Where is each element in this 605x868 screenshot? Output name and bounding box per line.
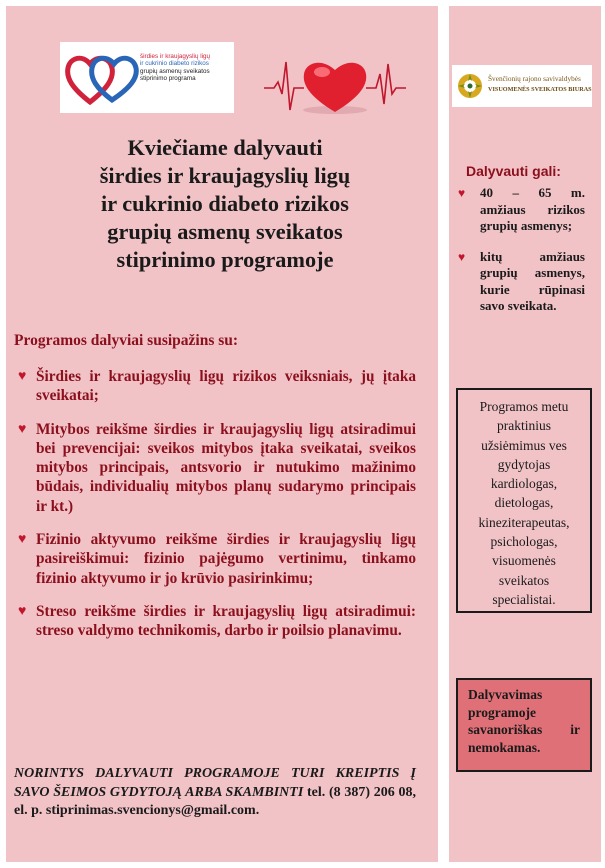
list-item-text: 40 – 65 m. amžiaus rizikos grupių asmenys; <box>480 185 585 233</box>
program-logo-text <box>140 53 210 82</box>
heart-bullet-icon: ♥ <box>18 421 27 437</box>
logo-line-2: ir cukrinio diabeto rizikos <box>140 60 209 68</box>
list-item <box>14 602 416 641</box>
title-line-2: širdies ir kraujagyslių ligų <box>99 163 351 188</box>
heart-bullet-icon: ♥ <box>458 186 466 200</box>
list-item <box>14 530 416 588</box>
list-item-text: Mitybos reikšme širdies ir kraujagyslių ligų atsiradimui bei prevencijai: sveikos mitybos įtaka sveikatai, sveikos mitybos principais, antsvorio ir nutukimo mažinimo būdais, individualių mitybos planų sudarymo principais ir kt.) <box>36 420 416 515</box>
logo-line-3: grupių asmenų sveikatos <box>140 67 210 75</box>
title-line-3: ir cukrinio diabeto rizikos <box>101 191 349 216</box>
municipality-unit: VISUOMENĖS SVEIKATOS BIURAS <box>488 86 592 93</box>
title-line-5: stiprinimo programoje <box>116 247 334 272</box>
municipality-logo <box>452 65 592 107</box>
list-item-text: Širdies ir kraujagyslių ligų rizikos veiksniais, jų įtaka sveikatai; <box>36 368 416 405</box>
heart-bullet-icon: ♥ <box>18 369 27 384</box>
intro-heading: Programos dalyviai susipažins su: <box>14 332 239 349</box>
heart-bullet-icon: ♥ <box>458 249 466 264</box>
municipality-emblem-icon <box>456 69 484 103</box>
heart-bullet-icon: ♥ <box>18 532 27 548</box>
program-logo-hearts-icon <box>64 50 140 108</box>
heart-bullet-icon: ♥ <box>18 603 27 619</box>
title-line-4: grupių asmenų sveikatos <box>107 219 343 244</box>
municipality-name: Švenčionių rajono savivaldybės <box>488 74 581 83</box>
list-item <box>458 249 585 315</box>
program-logo <box>60 42 234 113</box>
title-line-1: Kviečiame dalyvauti <box>127 135 323 160</box>
contact-footer <box>14 765 416 821</box>
footer-call-to-action: NORINTYS DALYVAUTI PROGRAMOJE TURI KREIPTIS Į SAVO ŠEIMOS GYDYTOJĄ ARBA SKAMBINTI <box>14 766 416 800</box>
list-item-text: Fizinio aktyvumo reikšme širdies ir kraujagyslių ligų pasireiškimui: fizinio pajėgumo vertinimu, tinkamo fizinio aktyvumo ir jo krūvio pasirinkimu; <box>36 531 416 587</box>
topics-list <box>14 367 416 655</box>
free-participation-box: Dalyvavimas programoje savanoriškas ir nemokamas. <box>456 678 592 772</box>
eligibility-list <box>458 185 585 329</box>
page-title <box>40 134 410 274</box>
footer-contact: tel. (8 387) 206 08, el. p. stiprinimas.svencionys@gmail.com. <box>14 784 417 818</box>
logo-line-1: širdies ir kraujagyslių ligų <box>140 53 210 60</box>
list-item-text: kitų amžiaus grupių asmenys, kurie rūpinasi savo sveikata. <box>480 248 585 313</box>
list-item <box>14 420 416 516</box>
list-item-text: Streso reikšme širdies ir kraujagyslių ligų atsiradimui: streso valdymo technikomis, darbo ir poilsio planavimu. <box>36 602 416 640</box>
list-item <box>14 367 416 406</box>
list-item <box>458 185 585 235</box>
heartbeat-heart-icon <box>264 54 406 116</box>
logo-line-4: stiprinimo programa <box>140 74 196 82</box>
eligibility-heading: Dalyvauti gali: <box>466 163 561 179</box>
specialists-box: Programos metu praktinius užsiėmimus ves gydytojas kardiologas, dietologas, kineziterapeutas, psichologas, visuomenės sveikatos specialistai. <box>456 388 592 613</box>
